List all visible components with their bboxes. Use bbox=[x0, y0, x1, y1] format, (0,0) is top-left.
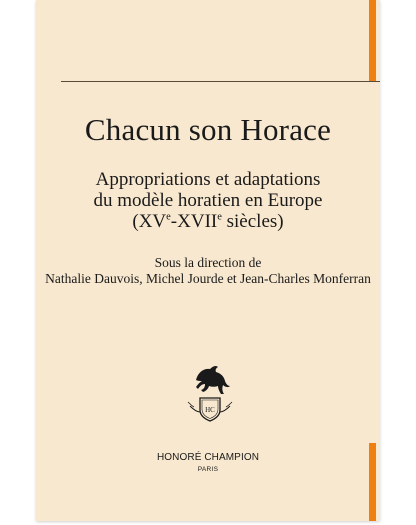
publisher-city: PARIS bbox=[197, 466, 219, 473]
subtitle-line-1: Appropriations et adaptations bbox=[95, 169, 321, 190]
book-subtitle bbox=[36, 169, 380, 232]
publisher-name: HONORÉ CHAMPION bbox=[156, 452, 260, 463]
top-rule bbox=[61, 81, 380, 82]
publisher-emblem-icon bbox=[182, 360, 238, 424]
direction-label: Sous la direction de bbox=[154, 255, 262, 270]
book-cover bbox=[36, 0, 380, 521]
subtitle-line-2: du modèle horatien en Europe bbox=[93, 190, 323, 211]
subtitle-line-3: (XVe-XVIIe siècles) bbox=[132, 211, 284, 232]
editors-names: Nathalie Dauvois, Michel Jourde et Jean-Charles Monferran bbox=[45, 271, 371, 286]
svg-text:HC: HC bbox=[205, 406, 215, 414]
editors-block bbox=[36, 255, 380, 287]
book-title: Chacun son Horace bbox=[84, 112, 332, 147]
accent-bar-bottom bbox=[369, 443, 376, 521]
accent-bar-top bbox=[369, 0, 376, 81]
